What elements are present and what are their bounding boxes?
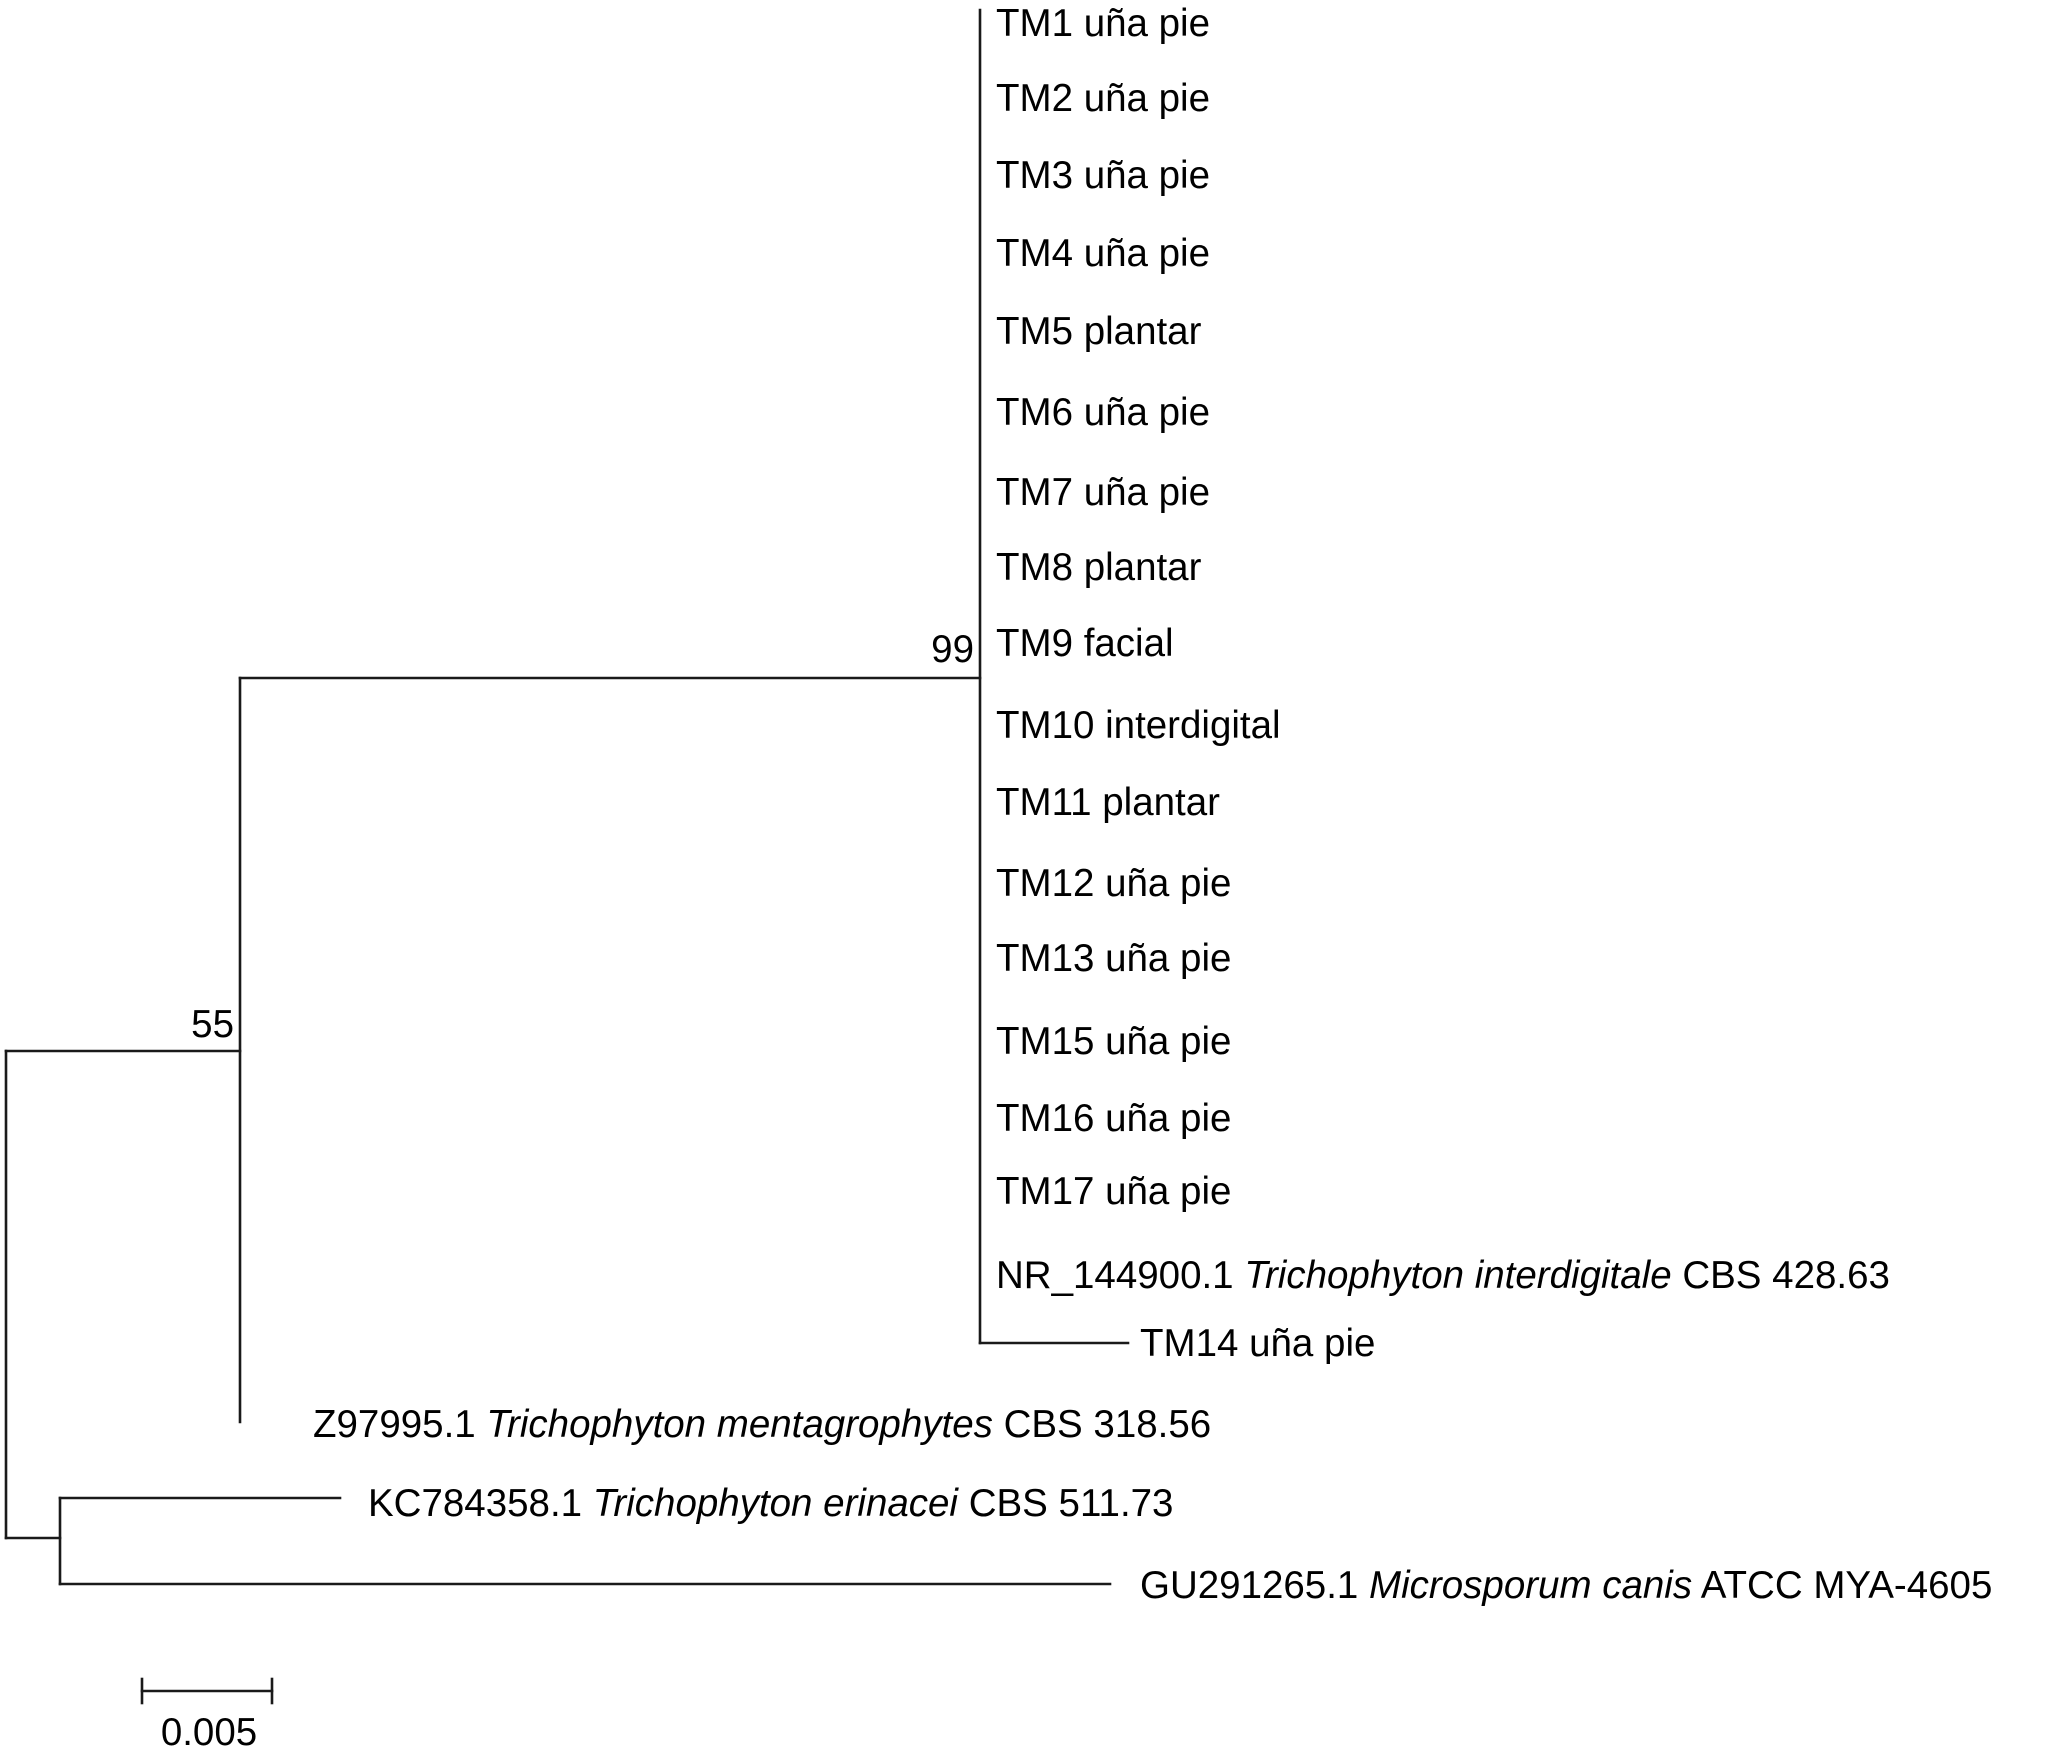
nr144900-accession: NR_144900.1 [996,1254,1234,1297]
taxon-label-tm6: TM6 uña pie [996,391,1211,434]
taxon-label-tm16: TM16 uña pie [996,1097,1232,1140]
bootstrap-99: 99 [931,628,974,671]
scale-bar [142,1679,272,1754]
bootstrap-55: 55 [191,1003,234,1046]
taxon-label-tm9: TM9 facial [996,622,1174,665]
gu291265-strain: ATCC MYA-4605 [1700,1564,1993,1607]
z97995-accession: Z97995.1 [313,1403,476,1446]
nr144900-species: Trichophyton interdigitale [1244,1254,1672,1297]
taxon-label-tm7: TM7 uña pie [996,471,1211,514]
taxon-label-tm3: TM3 uña pie [996,154,1211,197]
taxon-label-tm10: TM10 interdigital [996,704,1281,747]
taxon-label-tm14: TM14 uña pie [1140,1322,1376,1365]
z97995-strain: CBS 318.56 [1003,1403,1212,1446]
taxon-label-tm17: TM17 uña pie [996,1170,1232,1213]
taxon-label-tm5: TM5 plantar [996,310,1202,353]
taxon-label-tm4: TM4 uña pie [996,232,1211,275]
taxon-label-gu291265 [1140,1564,1992,1607]
scale-bar-label: 0.005 [160,1711,258,1754]
nr144900-strain: CBS 428.63 [1682,1254,1890,1297]
taxon-label-tm8: TM8 plantar [996,546,1202,589]
tree-branches [6,10,1128,1584]
taxon-label-tm15: TM15 uña pie [996,1020,1232,1063]
kc784358-accession: KC784358.1 [368,1482,583,1525]
taxon-label-tm1: TM1 uña pie [996,2,1211,45]
taxon-label-tm13: TM13 uña pie [996,937,1232,980]
taxon-label-nr144900 [996,1254,1890,1297]
taxon-label-tm11: TM11 plantar [996,781,1220,824]
taxon-labels [313,2,1992,1607]
taxon-label-tm12: TM12 uña pie [996,862,1232,905]
gu291265-accession: GU291265.1 [1140,1564,1359,1607]
taxon-label-tm2: TM2 uña pie [996,77,1211,120]
taxon-label-z97995 [313,1403,1211,1446]
kc784358-species: Trichophyton erinacei [592,1482,958,1525]
gu291265-species: Microsporum canis [1369,1564,1693,1607]
taxon-label-kc784358 [368,1482,1173,1525]
z97995-species: Trichophyton mentagrophytes [486,1403,993,1446]
kc784358-strain: CBS 511.73 [968,1482,1174,1525]
